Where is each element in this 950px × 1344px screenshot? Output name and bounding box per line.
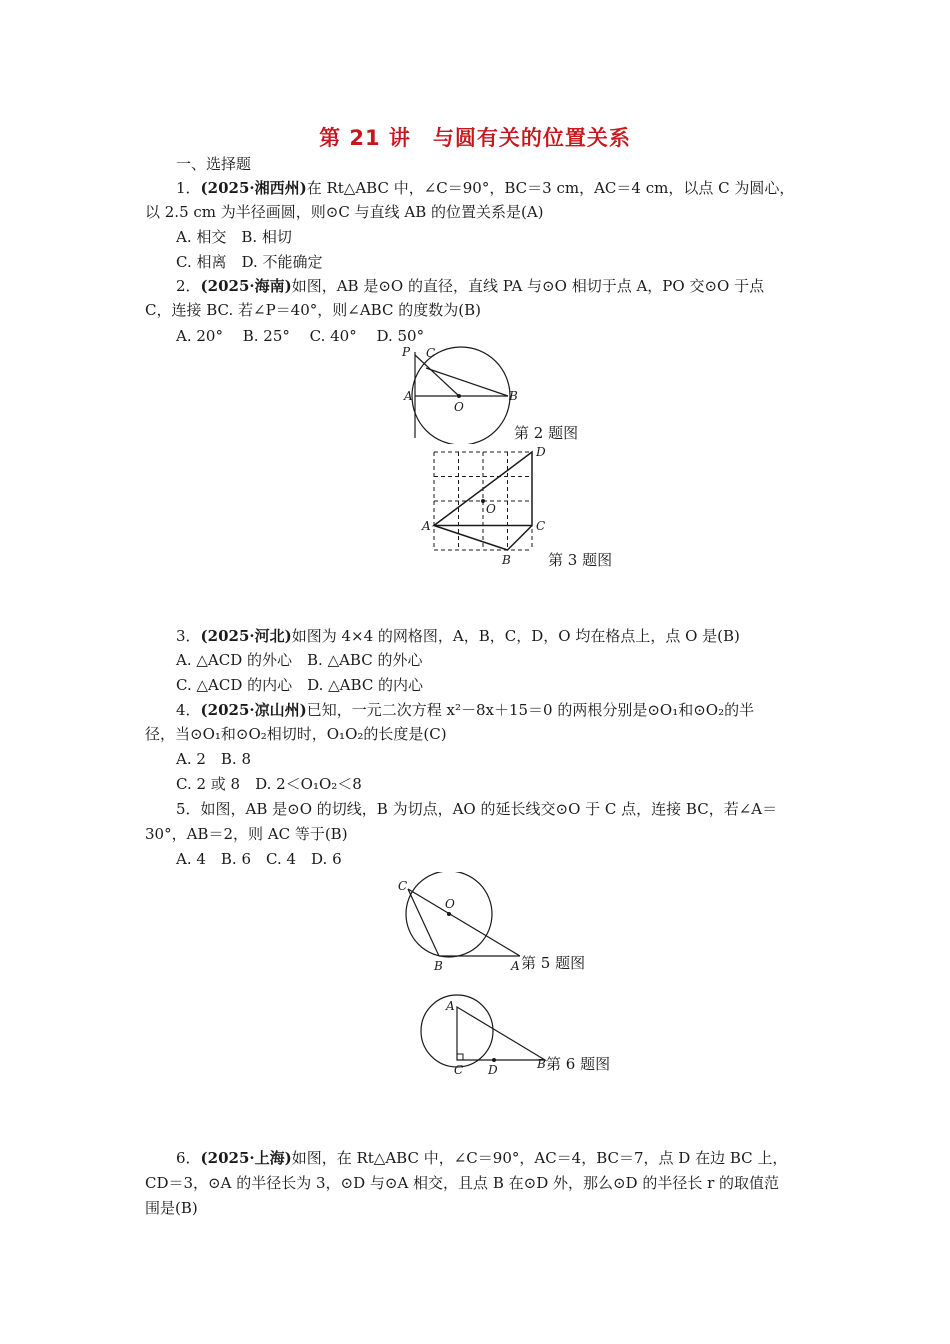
segment-bc — [408, 889, 439, 956]
label-a: A — [511, 959, 520, 973]
label-a: A — [446, 999, 455, 1013]
center-dot — [447, 912, 451, 916]
label-o: O — [486, 502, 496, 516]
right-angle-mark — [457, 1054, 463, 1060]
section-heading: 一、选择题 — [176, 155, 252, 173]
label-c: C — [454, 1063, 464, 1076]
label-a: A — [404, 389, 413, 403]
figure-6-caption: 第 6 题图 — [546, 1055, 611, 1073]
figure-5 — [392, 872, 528, 976]
question-1-options-2: C. 相离 D. 不能确定 — [176, 253, 323, 271]
question-1-options-1: A. 相交 B. 相切 — [176, 228, 292, 246]
question-4-line-2: 径，当⊙O₁和⊙O₂相切时，O₁O₂的长度是(C) — [145, 725, 447, 743]
question-6-line-1: 6．(2025·上海)如图，在 Rt△ABC 中，∠C＝90°，AC＝4，BC＝7，点 D 在边 BC 上， — [176, 1149, 788, 1167]
figure-3-caption: 第 3 题图 — [548, 551, 613, 569]
question-3-options-2: C. △ACD 的内心 D. △ABC 的内心 — [176, 676, 424, 694]
label-o: O — [454, 400, 464, 414]
label-d: D — [488, 1063, 498, 1076]
label-c: C — [426, 346, 436, 360]
figure-3 — [418, 444, 558, 574]
label-o: O — [445, 897, 455, 911]
question-3-options-1: A. △ACD 的外心 B. △ABC 的外心 — [176, 651, 423, 669]
label-d: D — [536, 445, 546, 459]
label-b: B — [537, 1057, 546, 1071]
question-1-line-2: 以 2.5 cm 为半径画圆，则⊙C 与直线 AB 的位置关系是(A) — [145, 203, 544, 221]
question-2-line-1: 2．(2025·海南)如图，AB 是⊙O 的直径，直线 PA 与⊙O 相切于点 A，PO 交⊙O 于点 — [176, 277, 765, 295]
label-c: C — [536, 519, 546, 533]
question-4-line-1: 4．(2025·凉山州)已知，一元二次方程 x²－8x＋15＝0 的两根分别是⊙O₁和⊙O₂的半 — [176, 701, 755, 719]
label-b: B — [434, 959, 443, 973]
question-1-line-1: 1．(2025·湘西州)在 Rt△ABC 中，∠C＝90°，BC＝3 cm，AC＝4 cm，以点 C 为圆心， — [176, 179, 795, 197]
triangle-abc — [457, 1007, 545, 1060]
figure-5-caption: 第 5 题图 — [521, 954, 586, 972]
question-4-options-2: C. 2 或 8 D. 2＜O₁O₂＜8 — [176, 775, 362, 793]
question-2-line-2: C，连接 BC. 若∠P＝40°，则∠ABC 的度数为(B) — [145, 301, 481, 319]
label-b: B — [509, 389, 518, 403]
question-6-line-2: CD＝3，⊙A 的半径长为 3，⊙D 与⊙A 相交，且点 B 在⊙D 外，那么⊙D 的半径长 r 的取值范 — [145, 1174, 780, 1192]
segment-bc — [426, 368, 508, 396]
question-6-line-3: 围是(B) — [145, 1199, 198, 1217]
label-a: A — [422, 519, 431, 533]
figure-2-caption: 第 2 题图 — [514, 424, 579, 442]
question-2-options: A. 20° B. 25° C. 40° D. 50° — [176, 327, 425, 345]
point-d — [492, 1058, 496, 1062]
label-c: C — [398, 879, 408, 893]
figure-2 — [396, 344, 526, 444]
question-3-line-1: 3．(2025·河北)如图为 4×4 的网格图，A，B，C，D，O 均在格点上，点 O 是(B) — [176, 627, 740, 645]
question-5-options: A. 4 B. 6 C. 4 D. 6 — [176, 850, 342, 868]
center-dot — [457, 394, 461, 398]
segment-ac — [408, 889, 520, 956]
segment-po — [415, 355, 459, 396]
figure-6 — [412, 994, 552, 1076]
question-5-line-2: 30°，AB＝2，则 AC 等于(B) — [145, 825, 348, 843]
point-o — [481, 499, 485, 503]
label-b: B — [502, 553, 511, 567]
question-4-options-1: A. 2 B. 8 — [176, 750, 252, 768]
label-p: P — [402, 345, 411, 359]
page-title: 第 21 讲 与圆有关的位置关系 — [319, 126, 631, 150]
question-5-line-1: 5．如图，AB 是⊙O 的切线，B 为切点，AO 的延长线交⊙O 于 C 点，连接 BC，若∠A＝ — [176, 800, 778, 818]
triangle-acd — [434, 452, 532, 526]
